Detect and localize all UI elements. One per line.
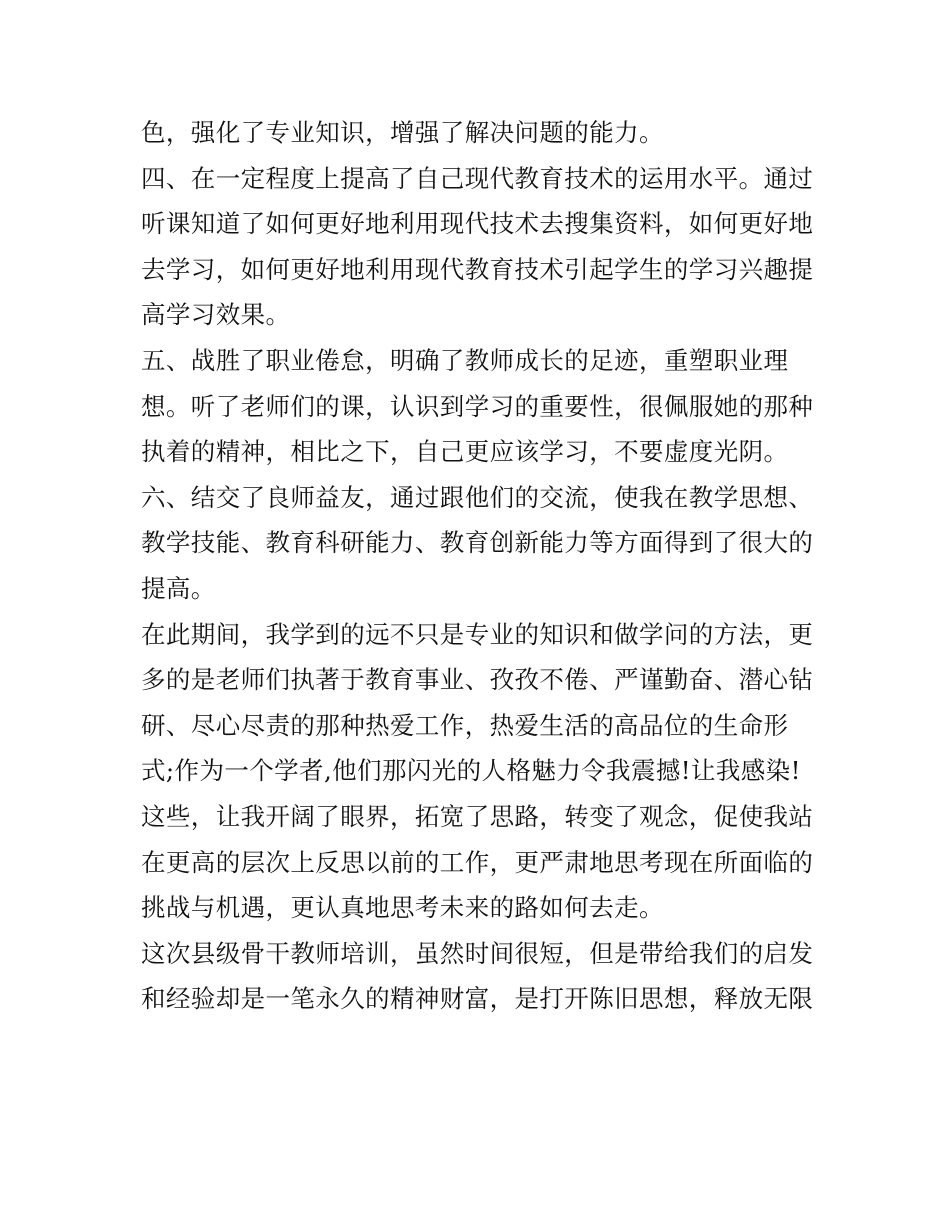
text-line: 多的是老师们执著于教育事业、孜孜不倦、严谨勤奋、潜心钻 bbox=[141, 665, 814, 695]
text-line: 听课知道了如何更好地利用现代技术去搜集资料，如何更好地 bbox=[141, 209, 814, 239]
text-line: 式;作为一个学者,他们那闪光的人格魅力令我震撼!让我感染! bbox=[141, 756, 801, 786]
text-line: 这次县级骨干教师培训，虽然时间很短，但是带给我们的启发 bbox=[141, 938, 814, 968]
text-line: 六、结交了良师益友，通过跟他们的交流，使我在教学思想、 bbox=[141, 482, 814, 512]
text-line: 在此期间，我学到的远不只是专业的知识和做学问的方法，更 bbox=[141, 619, 814, 649]
text-line: 在更高的层次上反思以前的工作，更严肃地思考现在所面临的 bbox=[141, 847, 814, 877]
text-line: 想。听了老师们的课，认识到学习的重要性，很佩服她的那种 bbox=[141, 391, 814, 421]
text-line: 五、战胜了职业倦怠，明确了教师成长的足迹，重塑职业理 bbox=[141, 345, 789, 375]
text-line: 高学习效果。 bbox=[141, 300, 291, 330]
text-line: 挑战与机遇，更认真地思考未来的路如何去走。 bbox=[141, 893, 664, 923]
text-line: 和经验却是一笔永久的精神财富，是打开陈旧思想，释放无限 bbox=[141, 984, 814, 1014]
text-line: 提高。 bbox=[141, 573, 216, 603]
text-line: 这些，让我开阔了眼界，拓宽了思路，转变了观念，促使我站 bbox=[141, 801, 814, 831]
text-line: 教学技能、教育科研能力、教育创新能力等方面得到了很大的 bbox=[141, 528, 814, 558]
text-line: 执着的精神，相比之下，自己更应该学习，不要虚度光阴。 bbox=[141, 437, 789, 467]
text-line: 研、尽心尽责的那种热爱工作，热爱生活的高品位的生命形 bbox=[141, 710, 789, 740]
document-body-text bbox=[141, 110, 821, 1022]
text-line: 色，强化了专业知识，增强了解决问题的能力。 bbox=[141, 118, 664, 147]
text-line: 去学习，如何更好地利用现代教育技术引起学生的学习兴趣提 bbox=[141, 254, 814, 284]
text-line: 四、在一定程度上提高了自己现代教育技术的运用水平。通过 bbox=[141, 163, 814, 193]
